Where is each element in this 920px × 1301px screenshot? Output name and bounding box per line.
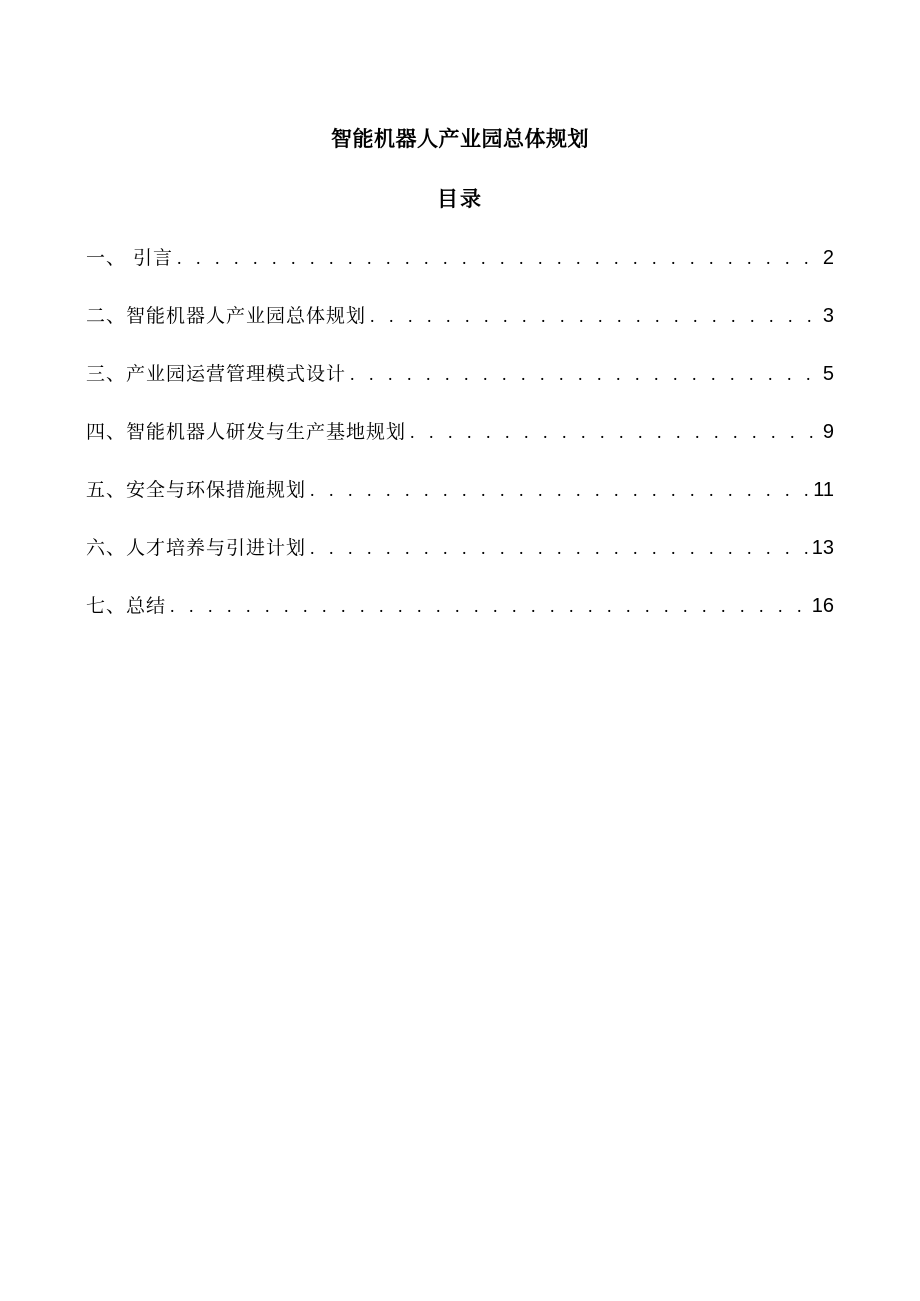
toc-entry-label: 七、总结 — [86, 595, 167, 617]
toc-dot-leader — [170, 591, 810, 621]
toc-entry-label: 二、智能机器人产业园总体规划 — [86, 305, 367, 327]
toc-dot-leader — [350, 359, 821, 389]
toc-page-number: 3 — [822, 305, 834, 327]
toc-dot-leader — [370, 301, 821, 331]
toc-dot-leader — [410, 417, 821, 447]
toc-entry-label: 一、 引言 — [86, 247, 174, 269]
toc-dot-leader — [310, 475, 811, 505]
toc-entry-introduction[interactable] — [86, 243, 834, 301]
toc-dot-leader — [310, 533, 810, 563]
toc-entry-rd-production-base[interactable] — [86, 417, 834, 475]
toc-page-number: 9 — [822, 421, 834, 443]
toc-entry-overall-plan[interactable] — [86, 301, 834, 359]
toc-entry-safety-environment[interactable] — [86, 475, 834, 533]
toc-page-number: 11 — [813, 479, 834, 501]
toc-entry-label: 五、安全与环保措施规划 — [86, 479, 307, 501]
toc-page-number: 16 — [811, 595, 834, 617]
document-title: 智能机器人产业园总体规划 — [331, 127, 589, 151]
toc-entry-label: 三、产业园运营管理模式设计 — [86, 363, 347, 385]
toc-entry-label: 四、智能机器人研发与生产基地规划 — [86, 421, 407, 443]
toc-dot-leader — [177, 243, 821, 273]
toc-entry-summary[interactable] — [86, 591, 834, 649]
toc-entry-talent-plan[interactable] — [86, 533, 834, 591]
toc-heading: 目录 — [437, 187, 483, 211]
table-of-contents — [86, 243, 834, 649]
toc-entry-label: 六、人才培养与引进计划 — [86, 537, 307, 559]
toc-page-number: 2 — [822, 247, 834, 269]
toc-page-number: 5 — [822, 363, 834, 385]
toc-page-number: 13 — [811, 537, 834, 559]
toc-entry-operation-model[interactable] — [86, 359, 834, 417]
